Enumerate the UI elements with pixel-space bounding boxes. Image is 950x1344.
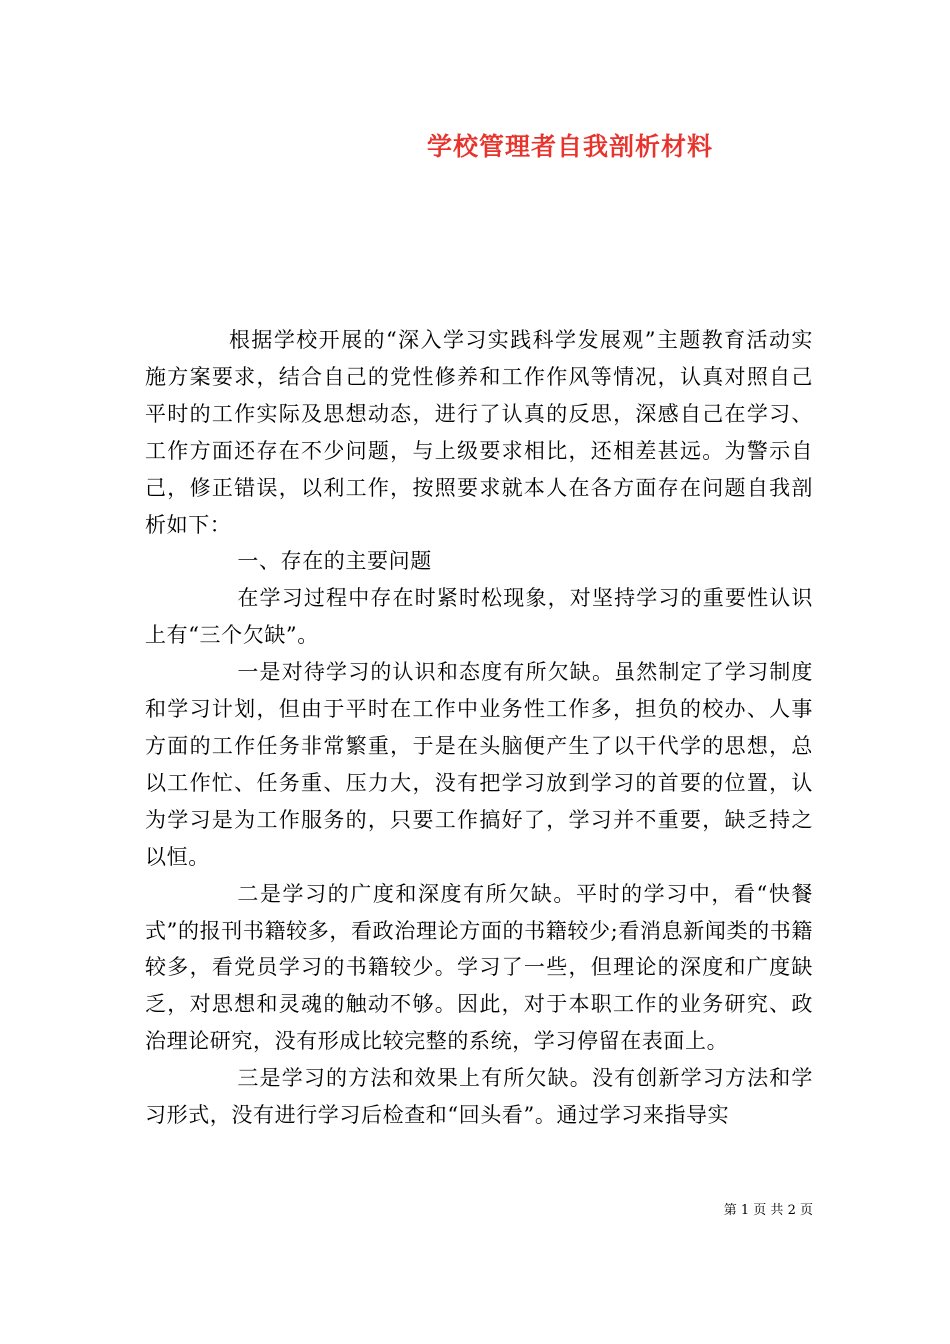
footer-prefix: 第: [723, 1203, 737, 1218]
section-heading: 一、存在的主要问题: [237, 549, 432, 574]
paragraph-intro: 根据学校开展的“深入学习实践科学发展观”主题教育活动实施方案要求，结合自己的党性修养和工作作风等情况，认真对照自己平时的工作实际及思想动态，进行了认真的反思，深感自己在学习、工作方面还存在不少问题，与上级要求相比，还相差甚远。为警示自己，修正错误，以利工作，按照要求就本人在各方面存在问题自我剖析如下：: [145, 328, 813, 537]
footer-suffix: 页: [799, 1203, 813, 1218]
paragraph-summary: 在学习过程中存在时紧时松现象，对坚持学习的重要性认识上有“三个欠缺”。: [145, 586, 813, 648]
paragraph-point-one: 一是对待学习的认识和态度有所欠缺。虽然制定了学习制度和学习计划，但由于平时在工作中业务性工作多，担负的校办、人事方面的工作任务非常繁重，于是在头脑便产生了以干代学的思想，总以工作忙、任务重、压力大，没有把学习放到学习的首要的位置，认为学习是为工作服务的，只要工作搞好了，学习并不重要，缺乏持之以恒。: [145, 660, 813, 869]
document-body: [145, 322, 813, 1134]
paragraph-point-three: 三是学习的方法和效果上有所欠缺。没有创新学习方法和学习形式，没有进行学习后检查和“回头看”。通过学习来指导实: [145, 1066, 813, 1128]
footer-middle: 页 共: [753, 1203, 784, 1218]
footer-total-pages: 2: [787, 1203, 796, 1218]
footer-current-page: 1: [740, 1203, 750, 1218]
page-number-footer: [718, 1202, 813, 1220]
document-title: 学校管理者自我剖析材料: [426, 132, 713, 161]
paragraph-point-two: 二是学习的广度和深度有所欠缺。平时的学习中，看“快餐式”的报刊书籍较多，看政治理论方面的书籍较少;看消息新闻类的书籍较多，看党员学习的书籍较少。学习了一些，但理论的深度和广度缺乏，对思想和灵魂的触动不够。因此，对于本职工作的业务研究、政治理论研究，没有形成比较完整的系统，学习停留在表面上。: [145, 881, 813, 1054]
